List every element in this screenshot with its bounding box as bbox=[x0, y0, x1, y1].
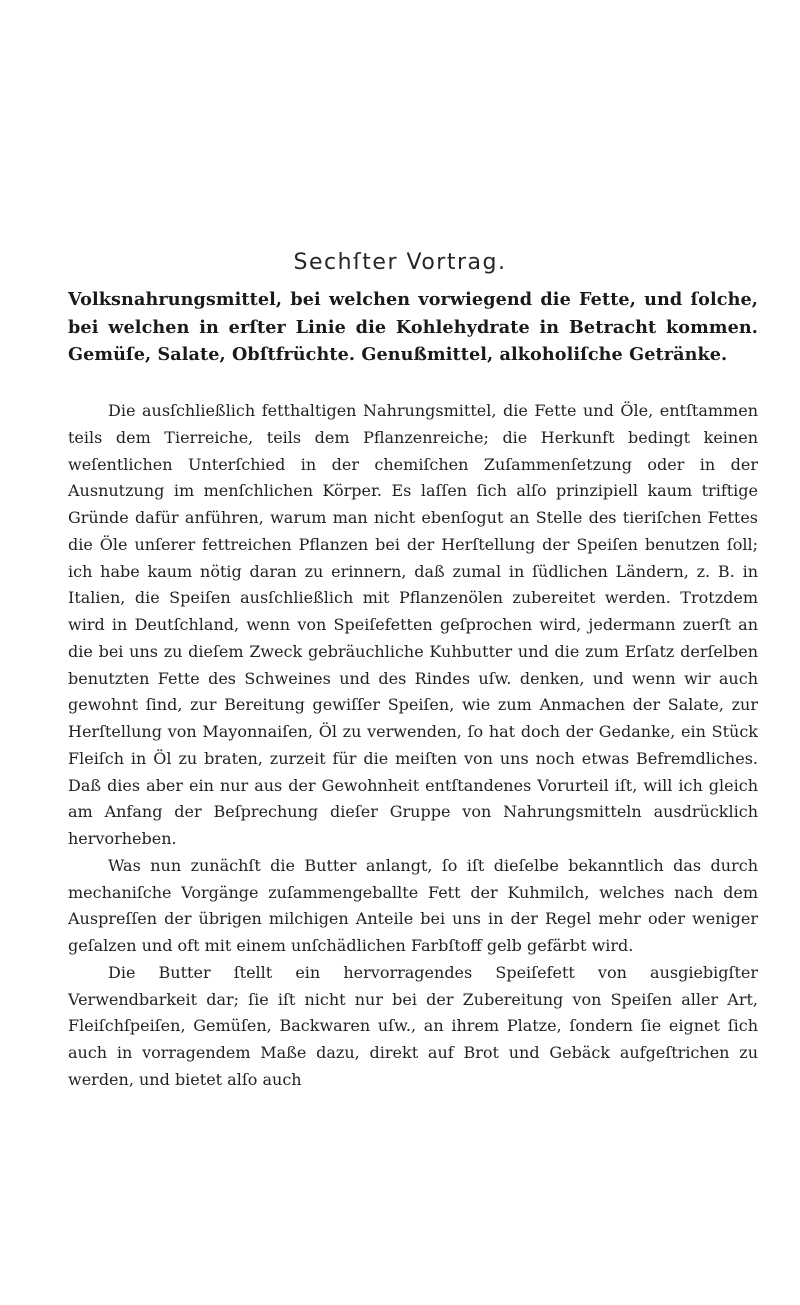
paragraph-fats-oils: Die ausſchließlich fetthaltigen Nahrungsmittel, die Fette und Öle, entſtammen teils dem Tierreiche, teils dem Pflanzenreiche; die Herkunft bedingt keinen weſentlichen Unterſchied in der chemiſchen Zuſammenſetzung oder in der Ausnutzung im menſchlichen Körper. Es laſſen ſich alſo prinzipiell kaum triftige Gründe dafür anführen, warum man nicht ebenſogut an Stelle des tieriſchen Fettes die Öle unſerer fettreichen Pflanzen bei der Herſtellung der Speiſen benutzen ſoll; ich habe kaum nötig daran zu erinnern, daß zumal in ſüdlichen Ländern, z. B. in Italien, die Speiſen ausſchließlich mit Pflanzenölen zubereitet werden. Trotzdem wird in Deutſchland, wenn von Speiſefetten geſprochen wird, jedermann zuerſt an die bei uns zu dieſem Zweck gebräuchliche Kuhbutter und die zum Erſatz derſelben benutzten Fette des Schweines und des Rindes uſw. denken, und wenn wir auch gewohnt ſind, zur Bereitung gewiſſer Speiſen, wie zum Anmachen der Salate, zur Herſtellung von Mayonnaiſen, Öl zu verwenden, ſo hat doch der Gedanke, ein Stück Fleiſch in Öl zu braten, zurzeit für die meiſten von uns noch etwas Befremdliches. Daß dies aber ein nur aus der Gewohnheit entſtandenes Vorurteil iſt, will ich gleich am Anfang der Beſprechung dieſer Gruppe von Nahrungsmitteln ausdrücklich hervorheben. bbox=[68, 401, 758, 848]
body-text bbox=[68, 398, 758, 1094]
paragraph-butter-usage: Die Butter ſtellt ein hervorragendes Speiſefett von ausgiebigſter Verwendbarkeit dar; ſie iſt nicht nur bei der Zubereitung von Speiſen aller Art, Fleiſchſpeiſen, Gemüſen, Backwaren uſw., an ihrem Platze, ſondern ſie eignet ſich auch in vorragendem Maße dazu, direkt auf Brot und Gebäck aufgeſtrichen zu werden, und bietet alſo auch bbox=[68, 962, 758, 1089]
section-title: Volksnahrungsmittel, bei welchen vorwiegend die Fette, und ſolche, bei welchen in erſter Linie die Kohlehydrate in Betracht kommen. Gemüſe, Salate, Obſtfrüchte. Genußmittel, alkoholiſche Getränke. bbox=[68, 289, 758, 365]
chapter-heading: Sechſter Vortrag. bbox=[293, 250, 507, 275]
paragraph-butter-definition: Was nun zunächſt die Butter anlangt, ſo iſt dieſelbe bekanntlich das durch mechaniſche Vorgänge zuſammengeballte Fett der Kuhmilch, welches nach dem Auspreſſen der übrigen milchigen Anteile bei uns in der Regel mehr oder weniger geſalzen und oft mit einem unſchädlichen Farbſtoff gelb gefärbt wird. bbox=[68, 855, 758, 955]
